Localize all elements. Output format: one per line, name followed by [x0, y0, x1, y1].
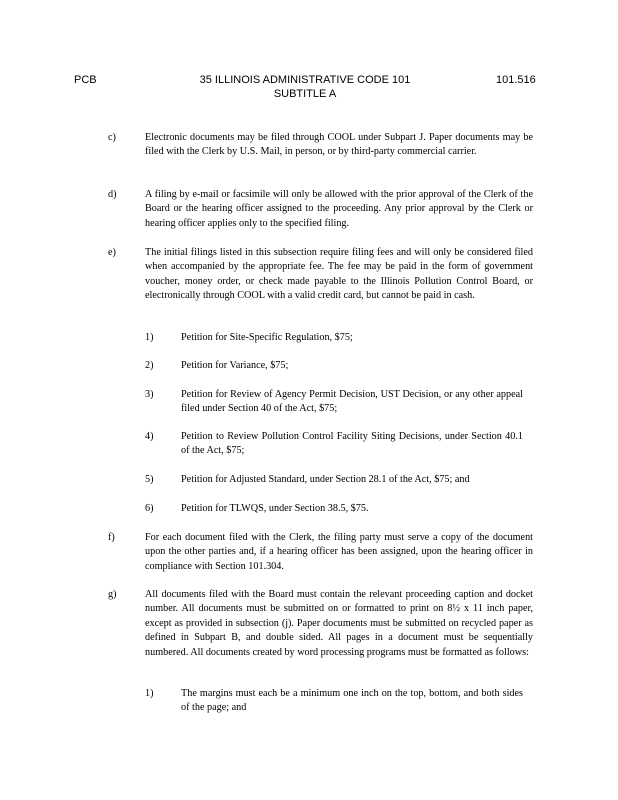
header-section-number: 101.516: [496, 74, 536, 86]
fee-item-label: 5): [145, 474, 154, 485]
header-title-line2: SUBTITLE A: [273, 88, 337, 100]
subsection-text: A filing by e-mail or facsimile will only be allowed with the prior approval of the Clerk of the Board or the hearing officer assigned to the proceeding. Any prior approval by the Clerk or hearing officer applies only to the specified filing.: [145, 189, 533, 229]
format-item-text: The margins must each be a minimum one inch on the top, bottom, and both sides of the page; and: [181, 688, 523, 714]
fee-item-label: 2): [145, 360, 154, 371]
fee-item-text: Petition for Site-Specific Regulation, $75;: [181, 332, 353, 343]
subsection-label: e): [108, 247, 116, 258]
header-title-line1: 35 ILLINOIS ADMINISTRATIVE CODE 101: [199, 74, 411, 86]
subsection-label: f): [108, 532, 115, 543]
fee-item-text: Petition for Adjusted Standard, under Section 28.1 of the Act, $75; and: [181, 474, 470, 485]
fee-item-text: Petition to Review Pollution Control Facility Siting Decisions, under Section 40.1 of the Act, $75;: [181, 431, 523, 457]
subsection-text: For each document filed with the Clerk, the filing party must serve a copy of the document upon the other parties and, if a hearing officer has been assigned, upon the hearing officer in compliance with Section 101.304.: [145, 532, 533, 572]
fee-item-label: 3): [145, 389, 154, 400]
fee-item-text: Petition for Variance, $75;: [181, 360, 289, 371]
subsection-text: All documents filed with the Board must contain the relevant proceeding caption and docket number. All documents must be submitted on or formatted to print on 8½ x 11 inch paper, except as provided in subsection (j). Paper documents must be submitted on recycled paper as defined in Subpart B, and double sided. All pages in a document must be sequentially numbered. All documents created by word processing programs must be formatted as follows:: [145, 589, 533, 658]
fee-item-text: Petition for TLWQS, under Section 38.5, $75.: [181, 503, 369, 514]
fee-item-label: 6): [145, 503, 154, 514]
subsection-label: d): [108, 189, 117, 200]
subsection-text: Electronic documents may be filed through COOL under Subpart J. Paper documents may be filed with the Clerk by U.S. Mail, in person, or by third-party commercial carrier.: [145, 132, 533, 158]
header-title: [160, 73, 450, 101]
subsection-label: c): [108, 132, 116, 143]
fee-item-label: 4): [145, 431, 154, 442]
fee-item-text: Petition for Review of Agency Permit Decision, UST Decision, or any other appeal filed under Section 40 of the Act, $75;: [181, 389, 523, 415]
subsection-label: g): [108, 589, 117, 600]
format-item-label: 1): [145, 688, 154, 699]
fee-item-label: 1): [145, 332, 154, 343]
subsection-text: The initial filings listed in this subsection require filing fees and will only be considered filed when accompanied by the appropriate fee. The fee may be paid in the form of government voucher, money order, or check made payable to the Illinois Pollution Control Board, or electronically through COOL with a valid credit card, but cannot be paid in cash.: [145, 247, 533, 302]
header-agency: PCB: [74, 74, 97, 86]
